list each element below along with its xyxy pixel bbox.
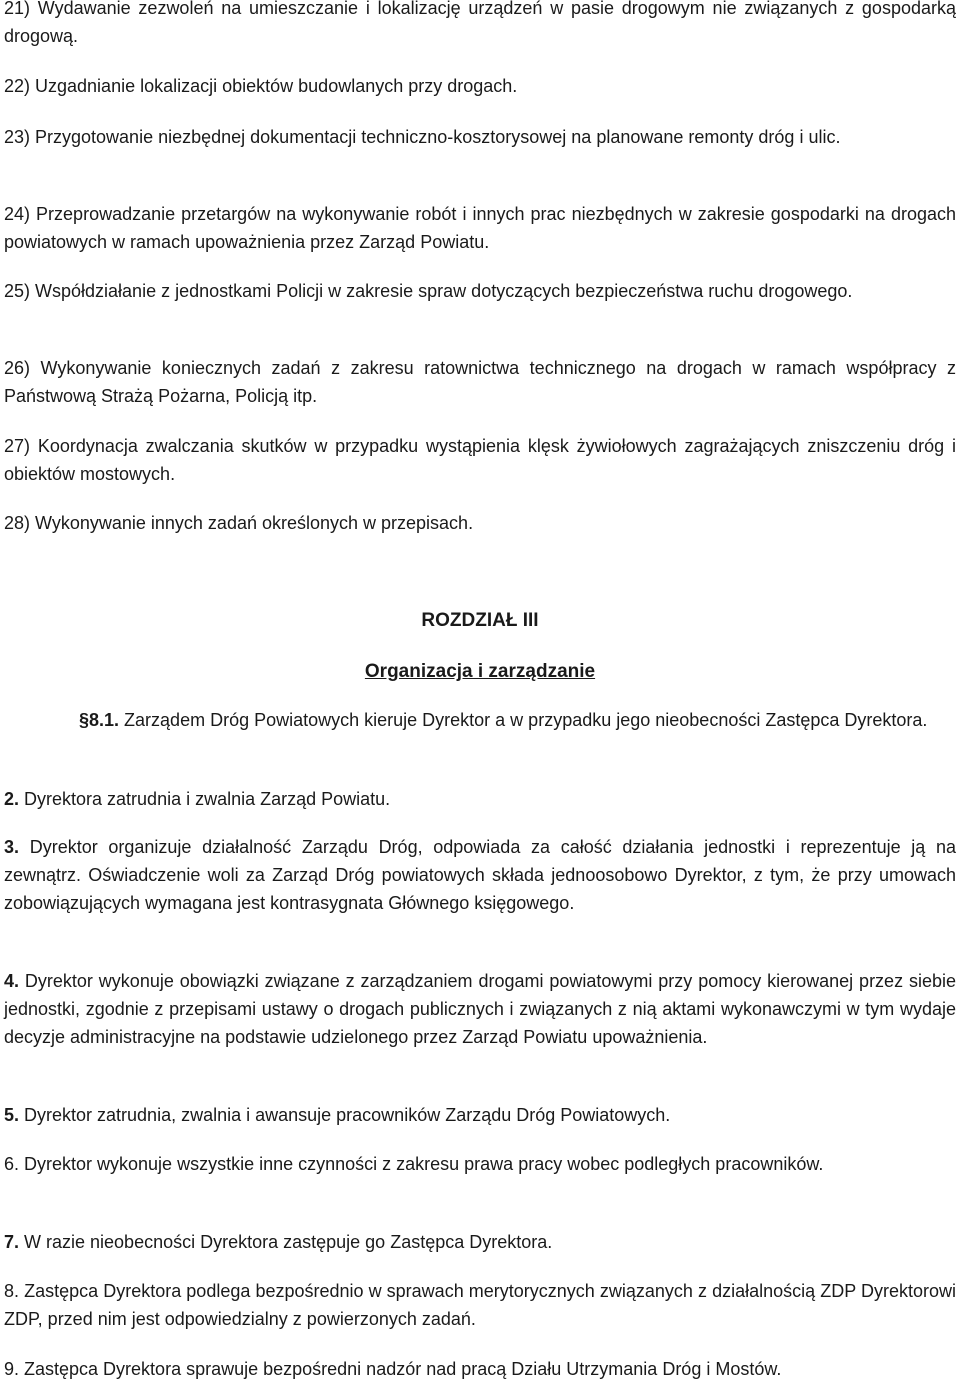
list-item-22: 22) Uzgadnianie lokalizacji obiektów budowlanych przy drogach. (4, 76, 518, 96)
paragraph-number: §8.1. (79, 710, 120, 730)
paragraph-8-8: 8. Zastępca Dyrektora podlega bezpośrednio w sprawach merytorycznych związanych z działalnością ZDP Dyrektorowi ZDP, przed nim jest odpowiedzialny z powierzonych zadań. (4, 1281, 956, 1329)
paragraph-text: W razie nieobecności Dyrektora zastępuje go Zastępca Dyrektora. (19, 1232, 553, 1252)
paragraph-8-2 (4, 785, 956, 813)
paragraph-number: 5. (4, 1105, 20, 1125)
paragraph-8-9: 9. Zastępca Dyrektora sprawuje bezpośredni nadzór nad pracą Działu Utrzymania Dróg i Mostów. (4, 1359, 782, 1379)
list-item-27: 27) Koordynacja zwalczania skutków w przypadku wystąpienia klęsk żywiołowych zagrażających zniszczeniu dróg i obiektów mostowych. (4, 436, 956, 484)
list-item-21: 21) Wydawanie zezwoleń na umieszczanie i lokalizację urządzeń w pasie drogowym nie związanych z gospodarką drogową. (4, 0, 956, 46)
list-item-26: 26) Wykonywanie koniecznych zadań z zakresu ratownictwa technicznego na drogach w ramach współpracy z Państwową Strażą Pożarna, Policją itp. (4, 358, 956, 406)
paragraph-number: 2. (4, 789, 20, 809)
paragraph-text: Dyrektor zatrudnia, zwalnia i awansuje pracowników Zarządu Dróg Powiatowych. (19, 1105, 671, 1125)
paragraph-8-1 (4, 706, 956, 734)
paragraph-text: Dyrektor wykonuje obowiązki związane z zarządzaniem drogami powiatowymi przy pomocy kierowanej przez siebie jednostki, zgodnie z przepisami ustawy o drogach publicznych i związanych z nią aktami wykonawczymi w tym wydaje decyzje administracyjne na podstawie udzielonego przez Zarząd Powiatu upoważnienia. (4, 971, 956, 1047)
paragraph-8-7 (4, 1228, 956, 1256)
list-item-23: 23) Przygotowanie niezbędnej dokumentacji techniczno-kosztorysowej na planowane remonty dróg i ulic. (4, 127, 841, 147)
chapter-subtitle-text: Organizacja i zarządzanie (364, 661, 596, 682)
list-item-24: 24) Przeprowadzanie przetargów na wykonywanie robót i innych prac niezbędnych w zakresie gospodarki na drogach powiatowych w ramach upoważnienia przez Zarząd Powiatu. (4, 204, 956, 252)
paragraph-8-6: 6. Dyrektor wykonuje wszystkie inne czynności z zakresu prawa pracy wobec podległych pracowników. (4, 1154, 824, 1174)
paragraph-number: 3. (4, 837, 20, 857)
paragraph-number: 4. (4, 971, 20, 991)
paragraph-number: 7. (4, 1232, 20, 1252)
chapter-subtitle (4, 658, 956, 686)
list-item-25: 25) Współdziałanie z jednostkami Policji w zakresie spraw dotyczących bezpieczeństwa ruchu drogowego. (4, 281, 853, 301)
paragraph-8-3 (4, 833, 956, 917)
paragraph-8-4 (4, 967, 956, 1051)
paragraph-8-5 (4, 1101, 956, 1129)
paragraph-text: Zarządem Dróg Powiatowych kieruje Dyrektor a w przypadku jego nieobecności Zastępca Dyrektora. (119, 710, 928, 730)
paragraph-text: Dyrektor organizuje działalność Zarządu Dróg, odpowiada za całość działania jednostki i reprezentuje ją na zewnątrz. Oświadczenie woli za Zarząd Dróg powiatowych składa jednoosobowo Dyrektor, z tym, że przy umowach zobowiązujących wymagana jest kontrasygnata Głównego księgowego. (4, 837, 956, 913)
paragraph-text: Dyrektora zatrudnia i zwalnia Zarząd Powiatu. (19, 789, 391, 809)
chapter-title: ROZDZIAŁ III (421, 610, 539, 631)
list-item-28: 28) Wykonywanie innych zadań określonych w przepisach. (4, 513, 474, 533)
